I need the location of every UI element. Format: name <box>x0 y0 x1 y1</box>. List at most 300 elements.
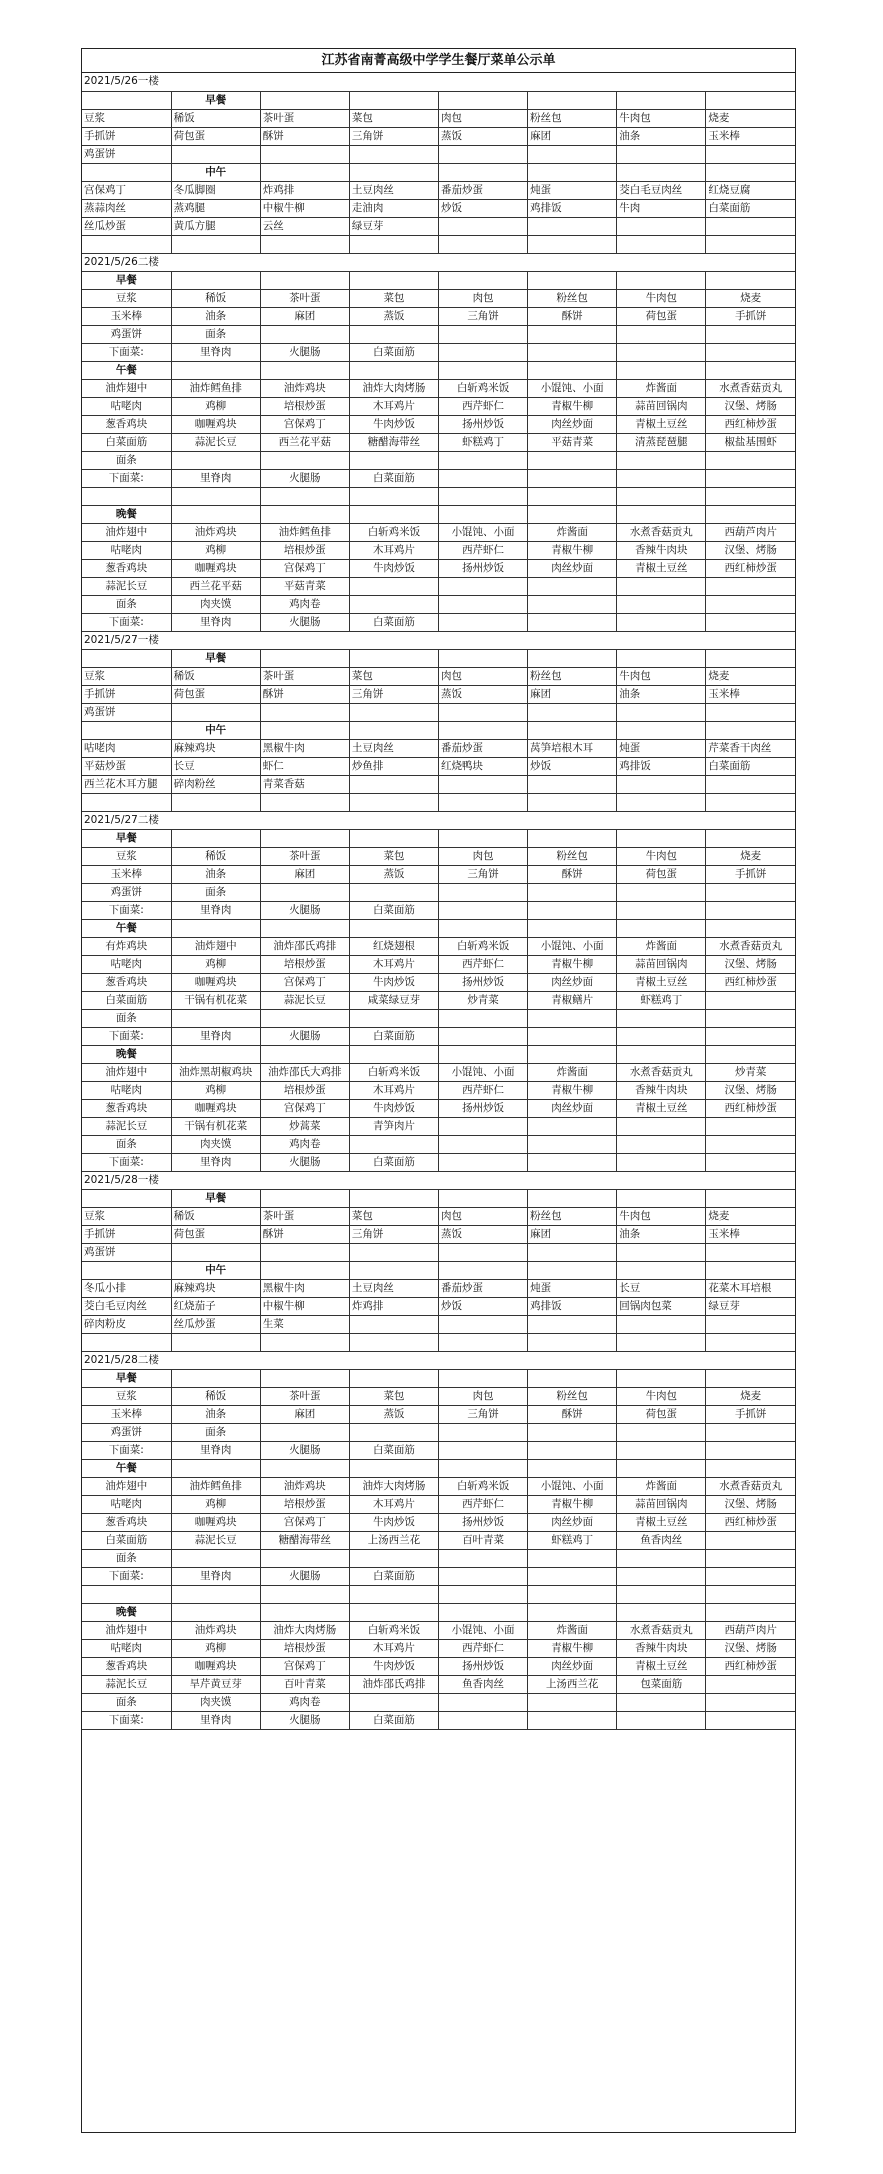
menu-cell: 玉米棒 <box>706 685 795 703</box>
empty-cell <box>528 829 617 847</box>
empty-cell <box>439 721 528 739</box>
empty-cell <box>528 1567 617 1585</box>
menu-cell: 培根炒蛋 <box>260 541 349 559</box>
menu-cell: 肉包 <box>439 847 528 865</box>
menu-cell: 油炸邵氏鸡排 <box>349 1675 438 1693</box>
menu-cell: 西兰花平菇 <box>260 433 349 451</box>
menu-cell: 西兰花木耳方腿 <box>82 775 171 793</box>
menu-cell: 油炸邵氏鸡排 <box>260 937 349 955</box>
table-row <box>82 1675 795 1693</box>
menu-cell: 油炸鳕鱼排 <box>171 1477 260 1495</box>
menu-cell: 香辣牛肉块 <box>617 1081 706 1099</box>
menu-cell: 生菜 <box>260 1315 349 1333</box>
section-date: 2021/5/26二楼 <box>82 253 795 271</box>
menu-cell: 白菜面筋 <box>349 469 438 487</box>
menu-cell: 青菜香菇 <box>260 775 349 793</box>
menu-cell: 葱香鸡块 <box>82 415 171 433</box>
menu-cell: 稀饭 <box>171 847 260 865</box>
empty-cell <box>260 703 349 721</box>
menu-cell: 面条 <box>171 883 260 901</box>
menu-cell: 长豆 <box>617 1279 706 1297</box>
menu-cell: 碎肉粉皮 <box>82 1315 171 1333</box>
menu-cell: 平菇青菜 <box>528 433 617 451</box>
empty-cell <box>706 1531 795 1549</box>
table-row <box>82 577 795 595</box>
menu-cell: 下面菜: <box>82 1441 171 1459</box>
table-row <box>82 1531 795 1549</box>
menu-cell: 里脊肉 <box>171 1567 260 1585</box>
menu-cell: 鸡排饭 <box>617 757 706 775</box>
menu-cell: 丝瓜炒蛋 <box>171 1315 260 1333</box>
menu-cell: 炸酱面 <box>528 523 617 541</box>
table-row <box>82 1459 795 1477</box>
empty-cell <box>260 1549 349 1567</box>
menu-cell: 炸酱面 <box>617 1477 706 1495</box>
table-row <box>82 1027 795 1045</box>
menu-cell: 葱香鸡块 <box>82 1513 171 1531</box>
menu-cell: 麻团 <box>260 307 349 325</box>
menu-cell: 白菜面筋 <box>349 343 438 361</box>
empty-cell <box>528 1117 617 1135</box>
table-row <box>82 127 795 145</box>
menu-cell: 三角饼 <box>439 307 528 325</box>
table-row <box>82 739 795 757</box>
table-row <box>82 1477 795 1495</box>
menu-cell: 鱼香肉丝 <box>439 1675 528 1693</box>
empty-cell <box>82 235 171 253</box>
menu-cell: 蒜苗回锅肉 <box>617 955 706 973</box>
menu-cell: 宫保鸡丁 <box>260 1099 349 1117</box>
menu-cell: 鸡柳 <box>171 1639 260 1657</box>
menu-cell: 水煮香菇贡丸 <box>617 1621 706 1639</box>
menu-cell: 鸡蛋饼 <box>82 1243 171 1261</box>
empty-cell <box>617 1315 706 1333</box>
table-row <box>82 343 795 361</box>
table-row <box>82 325 795 343</box>
menu-cell: 炸酱面 <box>617 379 706 397</box>
empty-cell <box>617 1567 706 1585</box>
menu-cell: 木耳鸡片 <box>349 1639 438 1657</box>
empty-cell <box>171 1459 260 1477</box>
menu-cell: 西红柿炒蛋 <box>706 415 795 433</box>
empty-cell <box>706 1567 795 1585</box>
menu-cell: 旱芹黄豆芽 <box>171 1675 260 1693</box>
empty-cell <box>349 91 438 109</box>
table-row <box>82 451 795 469</box>
menu-cell: 蒸饭 <box>439 1225 528 1243</box>
empty-cell <box>260 325 349 343</box>
menu-cell: 云丝 <box>260 217 349 235</box>
menu-cell: 蒸饭 <box>349 307 438 325</box>
menu-cell: 手抓饼 <box>706 1405 795 1423</box>
empty-cell <box>528 721 617 739</box>
meal-header: 午餐 <box>82 361 171 379</box>
menu-cell: 白菜面筋 <box>706 199 795 217</box>
empty-cell <box>617 1333 706 1351</box>
table-row <box>82 847 795 865</box>
menu-cell: 咖喱鸡块 <box>171 559 260 577</box>
table-row <box>82 415 795 433</box>
empty-cell <box>349 235 438 253</box>
menu-cell: 麻团 <box>528 127 617 145</box>
section-date: 2021/5/27二楼 <box>82 811 795 829</box>
empty-cell <box>528 1045 617 1063</box>
empty-cell <box>617 505 706 523</box>
empty-cell <box>528 163 617 181</box>
menu-cell: 蒸鸡腿 <box>171 199 260 217</box>
menu-cell: 咖喱鸡块 <box>171 1513 260 1531</box>
empty-cell <box>706 1603 795 1621</box>
menu-cell: 咕咾肉 <box>82 397 171 415</box>
menu-cell: 肉夹馍 <box>171 595 260 613</box>
menu-cell: 西芹虾仁 <box>439 1639 528 1657</box>
empty-cell <box>439 1153 528 1171</box>
menu-cell: 中椒牛柳 <box>260 199 349 217</box>
empty-cell <box>528 505 617 523</box>
table-row <box>82 541 795 559</box>
empty-cell <box>617 217 706 235</box>
empty-cell <box>349 1603 438 1621</box>
menu-cell: 西芹虾仁 <box>439 955 528 973</box>
menu-cell: 木耳鸡片 <box>349 541 438 559</box>
empty-cell <box>528 649 617 667</box>
empty-cell <box>528 1585 617 1603</box>
empty-cell <box>617 163 706 181</box>
menu-cell: 茶叶蛋 <box>260 1207 349 1225</box>
empty-cell <box>706 613 795 631</box>
menu-cell: 青椒牛柳 <box>528 541 617 559</box>
spacer-row <box>82 1333 795 1351</box>
empty-cell <box>528 1459 617 1477</box>
empty-cell <box>349 1549 438 1567</box>
menu-cell: 青椒牛柳 <box>528 397 617 415</box>
menu-cell: 扬州炒饭 <box>439 1099 528 1117</box>
menu-cell: 面条 <box>82 1693 171 1711</box>
menu-cell: 咕咾肉 <box>82 541 171 559</box>
empty-cell <box>706 1711 795 1729</box>
empty-cell <box>82 91 171 109</box>
empty-cell <box>528 343 617 361</box>
table-row <box>82 613 795 631</box>
menu-cell: 菜包 <box>349 109 438 127</box>
menu-cell: 白斩鸡米饭 <box>439 937 528 955</box>
menu-cell: 百叶青菜 <box>439 1531 528 1549</box>
menu-cell: 下面菜: <box>82 469 171 487</box>
menu-cell: 手抓饼 <box>82 127 171 145</box>
menu-cell: 肉丝炒面 <box>528 1657 617 1675</box>
menu-cell: 咖喱鸡块 <box>171 1099 260 1117</box>
meal-header: 晚餐 <box>82 1603 171 1621</box>
menu-cell: 油炸翅中 <box>82 1063 171 1081</box>
empty-cell <box>439 1441 528 1459</box>
menu-cell: 黑椒牛肉 <box>260 1279 349 1297</box>
empty-cell <box>260 235 349 253</box>
empty-cell <box>617 793 706 811</box>
empty-cell <box>439 1459 528 1477</box>
empty-cell <box>617 1549 706 1567</box>
menu-cell: 三角饼 <box>349 1225 438 1243</box>
empty-cell <box>349 793 438 811</box>
empty-cell <box>171 1549 260 1567</box>
empty-cell <box>439 595 528 613</box>
menu-cell: 粉丝包 <box>528 109 617 127</box>
menu-cell: 白斩鸡米饭 <box>439 379 528 397</box>
menu-cell: 咖喱鸡块 <box>171 973 260 991</box>
spacer-row <box>82 793 795 811</box>
empty-cell <box>706 145 795 163</box>
menu-cell: 冬瓜脚圈 <box>171 181 260 199</box>
menu-cell: 菜包 <box>349 1387 438 1405</box>
menu-cell: 菜包 <box>349 667 438 685</box>
menu-cell: 培根炒蛋 <box>260 1495 349 1513</box>
spacer-row <box>82 487 795 505</box>
empty-cell <box>439 919 528 937</box>
menu-cell: 扬州炒饭 <box>439 1657 528 1675</box>
empty-cell <box>528 217 617 235</box>
menu-cell: 油条 <box>617 1225 706 1243</box>
menu-cell: 白菜面筋 <box>82 991 171 1009</box>
table-row <box>82 1153 795 1171</box>
table-row <box>82 109 795 127</box>
empty-cell <box>528 271 617 289</box>
menu-cell: 稀饭 <box>171 109 260 127</box>
menu-cell: 水煮香菇贡丸 <box>706 1477 795 1495</box>
table-row <box>82 505 795 523</box>
menu-cell: 手抓饼 <box>82 1225 171 1243</box>
menu-cell: 油炸大肉烤肠 <box>349 379 438 397</box>
menu-cell: 花菜木耳培根 <box>706 1279 795 1297</box>
menu-cell: 油炸黑胡椒鸡块 <box>171 1063 260 1081</box>
menu-cell: 鸡蛋饼 <box>82 703 171 721</box>
menu-cell: 培根炒蛋 <box>260 1081 349 1099</box>
empty-cell <box>439 1423 528 1441</box>
empty-cell <box>528 1549 617 1567</box>
menu-cell: 油条 <box>171 307 260 325</box>
empty-cell <box>706 1189 795 1207</box>
menu-cell: 里脊肉 <box>171 613 260 631</box>
meal-header: 午餐 <box>82 1459 171 1477</box>
menu-cell: 稀饭 <box>171 1207 260 1225</box>
empty-cell <box>617 577 706 595</box>
empty-cell <box>528 1441 617 1459</box>
empty-cell <box>706 1693 795 1711</box>
empty-cell <box>260 649 349 667</box>
menu-cell: 绿豆芽 <box>706 1297 795 1315</box>
menu-cell: 小馄饨、小面 <box>528 379 617 397</box>
empty-cell <box>528 1423 617 1441</box>
empty-cell <box>617 883 706 901</box>
table-row <box>82 1135 795 1153</box>
empty-cell <box>706 1675 795 1693</box>
table-row <box>82 1045 795 1063</box>
menu-cell: 番茄炒蛋 <box>439 1279 528 1297</box>
empty-cell <box>260 145 349 163</box>
empty-cell <box>82 1261 171 1279</box>
table-row <box>82 91 795 109</box>
empty-cell <box>706 1027 795 1045</box>
empty-cell <box>706 1441 795 1459</box>
menu-cell: 番茄炒蛋 <box>439 181 528 199</box>
empty-cell <box>260 919 349 937</box>
empty-cell <box>260 505 349 523</box>
empty-cell <box>528 595 617 613</box>
empty-cell <box>439 775 528 793</box>
empty-cell <box>706 1045 795 1063</box>
empty-cell <box>171 1585 260 1603</box>
empty-cell <box>528 1009 617 1027</box>
empty-cell <box>617 1153 706 1171</box>
menu-cell: 面条 <box>82 595 171 613</box>
menu-cell: 炸鸡排 <box>260 181 349 199</box>
table-row <box>82 289 795 307</box>
empty-cell <box>706 1135 795 1153</box>
table-row <box>82 937 795 955</box>
table-row <box>82 1189 795 1207</box>
menu-cell: 平菇炒蛋 <box>82 757 171 775</box>
empty-cell <box>617 1243 706 1261</box>
menu-cell: 里脊肉 <box>171 469 260 487</box>
menu-cell: 蒸饭 <box>439 685 528 703</box>
menu-cell: 汉堡、烤肠 <box>706 541 795 559</box>
empty-cell <box>349 1135 438 1153</box>
empty-cell <box>528 577 617 595</box>
menu-cell: 中椒牛柳 <box>260 1297 349 1315</box>
menu-cell: 汉堡、烤肠 <box>706 1081 795 1099</box>
empty-cell <box>439 703 528 721</box>
empty-cell <box>617 343 706 361</box>
menu-cell: 虾仁 <box>260 757 349 775</box>
menu-cell: 酥饼 <box>528 1405 617 1423</box>
empty-cell <box>349 595 438 613</box>
empty-cell <box>171 1045 260 1063</box>
menu-cell: 油炸翅中 <box>82 1621 171 1639</box>
menu-cell: 香辣牛肉块 <box>617 541 706 559</box>
menu-cell: 虾糕鸡丁 <box>439 433 528 451</box>
empty-cell <box>528 1693 617 1711</box>
menu-cell: 油炸翅中 <box>171 937 260 955</box>
table-row <box>82 595 795 613</box>
empty-cell <box>617 919 706 937</box>
menu-cell: 咕咾肉 <box>82 1081 171 1099</box>
menu-cell: 牛肉炒饭 <box>349 415 438 433</box>
empty-cell <box>260 1603 349 1621</box>
empty-cell <box>260 361 349 379</box>
menu-cell: 肉包 <box>439 1387 528 1405</box>
table-row <box>82 1621 795 1639</box>
menu-cell: 三角饼 <box>349 685 438 703</box>
empty-cell <box>260 1189 349 1207</box>
empty-cell <box>260 487 349 505</box>
empty-cell <box>528 1027 617 1045</box>
empty-cell <box>706 271 795 289</box>
empty-cell <box>349 325 438 343</box>
empty-cell <box>528 145 617 163</box>
menu-cell: 糖醋海带丝 <box>260 1531 349 1549</box>
menu-cell: 鸡柳 <box>171 955 260 973</box>
menu-cell: 酥饼 <box>260 685 349 703</box>
menu-cell: 木耳鸡片 <box>349 955 438 973</box>
empty-cell <box>439 1009 528 1027</box>
menu-cell: 茶叶蛋 <box>260 847 349 865</box>
empty-cell <box>617 703 706 721</box>
empty-cell <box>171 451 260 469</box>
table-row <box>82 757 795 775</box>
spacer-row <box>82 235 795 253</box>
table-row <box>82 703 795 721</box>
empty-cell <box>349 1315 438 1333</box>
menu-cell: 油炸邵氏大鸡排 <box>260 1063 349 1081</box>
empty-cell <box>439 1189 528 1207</box>
date-row <box>82 811 795 829</box>
menu-cell: 咖喱鸡块 <box>171 415 260 433</box>
menu-cell: 青椒土豆丝 <box>617 1657 706 1675</box>
menu-cell: 培根炒蛋 <box>260 397 349 415</box>
menu-cell: 青椒鳝片 <box>528 991 617 1009</box>
table-row <box>82 721 795 739</box>
menu-cell: 里脊肉 <box>171 343 260 361</box>
menu-cell: 蒜苗回锅肉 <box>617 397 706 415</box>
menu-cell: 里脊肉 <box>171 1153 260 1171</box>
empty-cell <box>617 1603 706 1621</box>
table-row <box>82 361 795 379</box>
menu-cell: 蒸蒜肉丝 <box>82 199 171 217</box>
empty-cell <box>617 1045 706 1063</box>
menu-cell: 鸡柳 <box>171 1495 260 1513</box>
menu-cell: 白菜面筋 <box>82 433 171 451</box>
menu-cell: 青笋肉片 <box>349 1117 438 1135</box>
empty-cell <box>439 1027 528 1045</box>
menu-cell: 水煮香菇贡丸 <box>706 937 795 955</box>
table-row <box>82 883 795 901</box>
menu-cell: 丝瓜炒蛋 <box>82 217 171 235</box>
menu-cell: 宫保鸡丁 <box>260 1657 349 1675</box>
empty-cell <box>439 1711 528 1729</box>
empty-cell <box>439 271 528 289</box>
empty-cell <box>171 145 260 163</box>
menu-cell: 粉丝包 <box>528 1387 617 1405</box>
menu-cell: 白菜面筋 <box>82 1531 171 1549</box>
menu-cell: 宫保鸡丁 <box>260 559 349 577</box>
empty-cell <box>260 163 349 181</box>
menu-cell: 豆浆 <box>82 289 171 307</box>
menu-cell: 油条 <box>617 127 706 145</box>
meal-header: 早餐 <box>82 829 171 847</box>
menu-cell: 西兰花平菇 <box>171 577 260 595</box>
empty-cell <box>706 1261 795 1279</box>
menu-cell: 莴笋培根木耳 <box>528 739 617 757</box>
meal-header: 午餐 <box>82 919 171 937</box>
empty-cell <box>617 271 706 289</box>
menu-cell: 牛肉包 <box>617 667 706 685</box>
table-row <box>82 667 795 685</box>
menu-cell: 有炸鸡块 <box>82 937 171 955</box>
menu-cell: 土豆肉丝 <box>349 181 438 199</box>
empty-cell <box>706 163 795 181</box>
empty-cell <box>260 91 349 109</box>
table-row <box>82 1207 795 1225</box>
empty-cell <box>260 1369 349 1387</box>
empty-cell <box>617 91 706 109</box>
empty-cell <box>706 991 795 1009</box>
menu-cell: 小馄饨、小面 <box>528 1477 617 1495</box>
empty-cell <box>260 829 349 847</box>
menu-cell: 清蒸琵琶腿 <box>617 433 706 451</box>
menu-cell: 火腿肠 <box>260 1567 349 1585</box>
empty-cell <box>528 235 617 253</box>
section-date: 2021/5/27一楼 <box>82 631 795 649</box>
menu-cell: 白菜面筋 <box>349 1567 438 1585</box>
empty-cell <box>349 649 438 667</box>
